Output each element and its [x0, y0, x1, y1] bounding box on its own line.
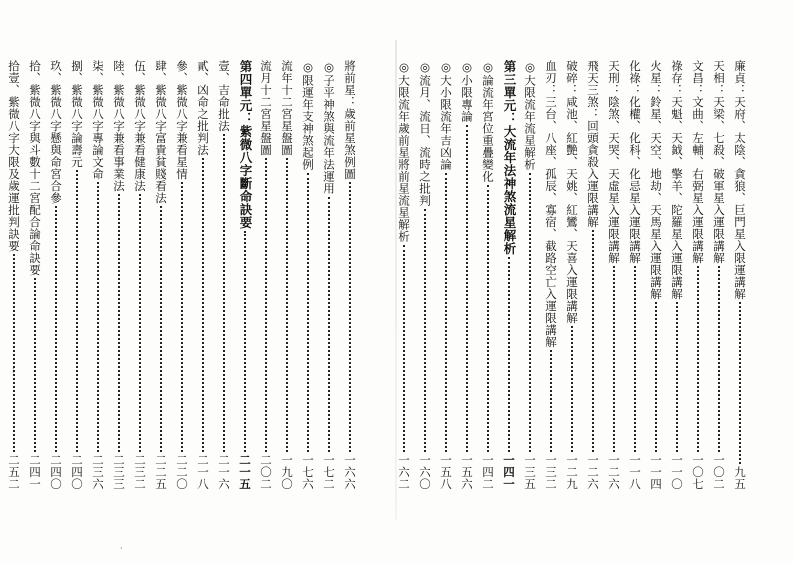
- toc-page-number: 二四〇: [70, 454, 84, 490]
- toc-entry-title: ◎流月、流日、流時之批判: [418, 60, 432, 207]
- toc-entry-title: 貳、凶命之批判法: [196, 60, 210, 156]
- toc-entry: [218, 60, 230, 490]
- toc-dot-leader: [76, 170, 78, 452]
- toc-entry-title: ◎論流年宮位重疊變化: [481, 60, 495, 183]
- scan-speck: ⁝: [12, 366, 15, 375]
- toc-dot-leader: [634, 266, 636, 452]
- toc-dot-leader: [739, 302, 741, 464]
- toc-page-number: 一五六: [460, 454, 474, 490]
- toc-entry: [461, 60, 473, 490]
- toc-page-number: 二一八: [196, 454, 210, 490]
- toc-dot-leader: [655, 302, 657, 452]
- toc-entry-title: 天相：天梁、七殺、破軍星入運限講解: [712, 60, 726, 264]
- toc-page-number: 二三二: [133, 454, 147, 490]
- toc-entry-title: 第四單元：紫微八字斷命訣要: [238, 60, 253, 229]
- toc-entry-title: 壹、吉命批法: [217, 60, 231, 132]
- toc-dot-leader: [265, 158, 267, 452]
- toc-entry-title: 廉貞：天府、太陰、貪狼、巨門星入限運講解: [733, 60, 747, 300]
- toc-entry: [260, 60, 272, 490]
- toc-page-number: 一三二: [544, 454, 558, 490]
- toc-entry: [92, 60, 104, 490]
- toc-dot-leader: [223, 134, 225, 452]
- toc-dot-leader: [181, 182, 183, 452]
- toc-entry-title: 肆、紫微八字富貴貧賤看法: [154, 60, 168, 204]
- toc-entry-title: 拾、紫微八字與斗數十二宮配合論命訣要: [28, 60, 42, 276]
- toc-entry-title: 祿存：天魁、天鉞、擎羊、陀羅星入運限講解: [670, 60, 684, 300]
- toc-entry: [197, 60, 209, 490]
- toc-entry: [281, 60, 293, 490]
- toc-entry: [323, 60, 335, 490]
- toc-page-number: 二二〇: [175, 454, 189, 490]
- toc-entry: [524, 60, 536, 490]
- toc-dot-leader: [592, 230, 594, 452]
- toc-entry-title: 破碎：咸池、紅艷、天姚、紅鸞、天喜入運限講解: [565, 60, 579, 324]
- toc-entry-title: 血刃：三台、八座、孤辰、寡宿、截路空亡入運限講解: [544, 60, 558, 348]
- toc-entry-title: 流月十二宮星盤圖: [259, 60, 273, 156]
- scan-speck: ·: [120, 544, 123, 553]
- toc-entry: [440, 60, 452, 490]
- toc-entry: [671, 60, 683, 490]
- toc-page-number: 一六〇: [418, 454, 432, 490]
- toc-dot-leader: [55, 206, 57, 452]
- toc-dot-leader: [466, 125, 468, 453]
- toc-entry-title: ◎限運年支神煞起例: [301, 60, 315, 171]
- toc-dot-leader: [445, 173, 447, 453]
- toc-dot-leader: [529, 173, 531, 453]
- toc-page-number: 二一五: [238, 454, 252, 490]
- toc-entry: [155, 60, 167, 490]
- toc-entry-title: ◎子平神煞與流年法運用: [322, 60, 336, 195]
- toc-page-number: 二四一: [28, 454, 42, 490]
- toc-page-number: 一一〇: [670, 454, 684, 490]
- toc-entry: [71, 60, 83, 490]
- toc-entry: [692, 60, 704, 490]
- toc-entry-title: ◎大限流年歲前星將前星流星解析: [397, 60, 411, 243]
- toc-entry-title: 流年十二宮星盤圖: [280, 60, 294, 156]
- toc-entry: [176, 60, 188, 490]
- toc-page-number: 一〇二: [712, 454, 726, 490]
- toc-dot-leader: [328, 197, 330, 453]
- toc-page-number: 一七二: [322, 454, 336, 490]
- toc-page-number: 二三六: [91, 454, 105, 490]
- toc-entry: [482, 60, 494, 490]
- toc-entry-title: ◎大小限流年吉凶論: [439, 60, 453, 171]
- toc-entry: [650, 60, 662, 490]
- toc-page-number: 一三五: [523, 454, 537, 490]
- toc-entry-title: 文昌：文曲、左輔、右弼星入運限講解: [691, 60, 705, 264]
- toc-dot-leader: [13, 254, 15, 452]
- toc-entry-title: 火星：鈴星、天空、地劫、天馬星入運限講解: [649, 60, 663, 300]
- toc-dot-leader: [307, 173, 309, 453]
- toc-chapter-heading: [503, 60, 515, 490]
- toc-page-number: 二二五: [154, 454, 168, 490]
- toc-entry: [8, 60, 20, 490]
- toc-entry-title: 拾壹、紫微八字大限及歲運批判訣要: [7, 60, 21, 252]
- toc-page-number: 一二九: [565, 454, 579, 490]
- toc-entry-title: 天刑：陰煞、天哭、天虛星入運限講解: [607, 60, 621, 264]
- toc-page-number: 一四二: [481, 454, 495, 490]
- toc-page-number: 二三三: [112, 454, 126, 490]
- toc-entry-title: 玖、紫微八字懸與命宮合參: [49, 60, 63, 204]
- toc-entry-title: 飛天三煞：回頭貪殺入運限講解: [586, 60, 600, 228]
- toc-entry: [29, 60, 41, 490]
- toc-page-number: 一六二: [397, 454, 411, 490]
- toc-dot-leader: [487, 185, 489, 453]
- toc-chapter-heading: [239, 60, 251, 490]
- toc-dot-leader: [160, 206, 162, 452]
- toc-entry: [113, 60, 125, 490]
- toc-dot-leader: [718, 266, 720, 452]
- toc-entry: [608, 60, 620, 490]
- toc-entry-title: 柒、紫微八字專論文命: [91, 60, 105, 180]
- toc-entry-title: 將前星：歲前星煞例圖: [343, 60, 357, 180]
- toc-dot-leader: [34, 278, 36, 452]
- toc-entry-title: ◎小限專論: [460, 60, 474, 123]
- toc-dot-leader: [613, 266, 615, 452]
- toc-page-number: 二〇二: [259, 454, 273, 490]
- toc-dot-leader: [424, 209, 426, 453]
- toc-entry: [50, 60, 62, 490]
- toc-dot-leader: [139, 194, 141, 452]
- toc-page-number: 一六六: [343, 454, 357, 490]
- toc-entry: [302, 60, 314, 490]
- toc-page-number: 二四〇: [49, 454, 63, 490]
- toc-page-number: 一九〇: [280, 454, 294, 490]
- toc-entry-title: 化祿：化權、化科、化忌星入運限講解: [628, 60, 642, 264]
- toc-entry-title: 陸、紫微八字兼看事業法: [112, 60, 126, 192]
- toc-page-number: 一二六: [586, 454, 600, 490]
- toc-dot-leader: [676, 302, 678, 452]
- toc-entry: [344, 60, 356, 490]
- toc-entry: [713, 60, 725, 490]
- toc-entry: [566, 60, 578, 490]
- toc-entry-title: ◎大限流年流星解析: [523, 60, 537, 171]
- toc-entry: [419, 60, 431, 490]
- toc-page-number: 一七六: [301, 454, 315, 490]
- toc-dot-leader: [97, 182, 99, 452]
- toc-dot-leader: [349, 182, 351, 452]
- toc-page-number: 一〇七: [691, 454, 705, 490]
- toc-entry-title: 第三單元：大流年法神煞流星解析: [502, 60, 517, 255]
- toc-entry: [134, 60, 146, 490]
- toc-dot-leader: [118, 194, 120, 452]
- toc-entry: [587, 60, 599, 490]
- toc-entry-title: 伍、紫微八字兼看健康法: [133, 60, 147, 192]
- toc-dot-leader: [697, 266, 699, 452]
- toc-page-number: 二五二: [7, 454, 21, 490]
- toc-dot-leader: [508, 257, 510, 452]
- toc-dot-leader: [202, 158, 204, 452]
- toc-page-number: 一五八: [439, 454, 453, 490]
- toc-page-number: 一二六: [607, 454, 621, 490]
- toc-entry: [545, 60, 557, 490]
- toc-dot-leader: [403, 245, 405, 453]
- toc-entry: [398, 60, 410, 490]
- toc-dot-leader: [244, 231, 246, 452]
- toc-entry-title: 捌、紫微八字論壽元: [70, 60, 84, 168]
- toc-dot-leader: [286, 158, 288, 452]
- toc-entry: [629, 60, 641, 490]
- toc-page-number: 九五: [733, 466, 747, 490]
- toc-entry-title: 參、紫微八字兼看星情: [175, 60, 189, 180]
- toc-page-number: 一一八: [628, 454, 642, 490]
- toc-page-number: 二一六: [217, 454, 231, 490]
- toc-page-number: 一四一: [502, 454, 516, 490]
- toc-dot-leader: [571, 326, 573, 452]
- toc-page-number: 一一四: [649, 454, 663, 490]
- toc-dot-leader: [550, 350, 552, 452]
- toc-entry: [734, 60, 746, 490]
